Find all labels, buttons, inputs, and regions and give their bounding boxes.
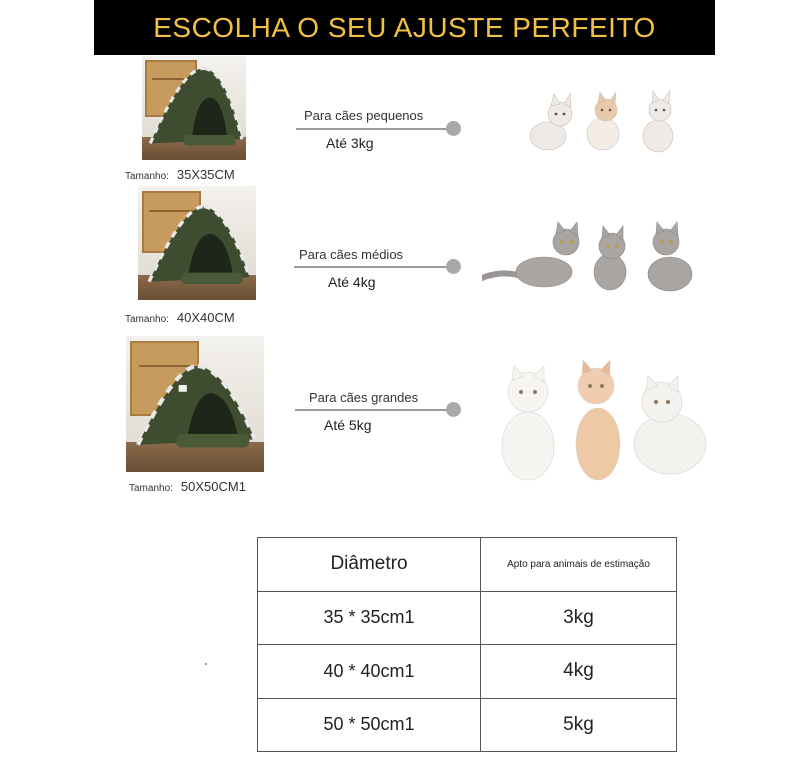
size-label: Tamanho: 35X35CM — [125, 167, 235, 182]
tent-icon — [142, 56, 246, 160]
kittens-image-medium — [482, 220, 712, 300]
tent-photo-medium — [138, 186, 256, 300]
weight-label: Até 5kg — [324, 417, 372, 433]
slider-label: Para cães pequenos — [304, 108, 424, 123]
weight-label: Até 3kg — [326, 135, 374, 151]
table-row — [258, 591, 677, 645]
slider-knob — [446, 121, 461, 136]
tent-icon — [126, 336, 264, 472]
tent-icon — [138, 186, 256, 300]
table-row — [258, 645, 677, 699]
size-label: Tamanho: 40X40CM — [125, 310, 235, 325]
kittens-image-small — [518, 88, 683, 164]
table-header-row — [258, 538, 677, 592]
weight-label: Até 4kg — [328, 274, 376, 290]
size-slider — [294, 266, 453, 268]
table-header: Apto para animais de estimação — [481, 538, 677, 592]
size-label: Tamanho: 50X50CM1 — [129, 479, 246, 494]
size-slider — [295, 409, 453, 411]
table-cell: 3kg — [481, 591, 677, 645]
slider-label: Para cães grandes — [309, 390, 419, 405]
banner-title: ESCOLHA O SEU AJUSTE PERFEITO — [153, 11, 656, 43]
stray-dot — [205, 663, 207, 665]
table-row — [258, 698, 677, 752]
table-cell: 50 * 50cm1 — [258, 698, 481, 752]
table-cell: 5kg — [481, 698, 677, 752]
tent-photo-large — [126, 336, 264, 472]
tent-photo-small — [142, 56, 246, 160]
table-cell: 4kg — [481, 645, 677, 699]
table-cell: 35 * 35cm1 — [258, 591, 481, 645]
size-table — [257, 537, 677, 752]
table-cell: 40 * 40cm1 — [258, 645, 481, 699]
size-slider — [296, 128, 453, 130]
slider-knob — [446, 259, 461, 274]
kittens-image-large — [490, 358, 712, 484]
slider-knob — [446, 402, 461, 417]
slider-label: Para cães médios — [299, 247, 404, 262]
table-header: Diâmetro — [258, 538, 481, 592]
title-banner — [94, 0, 715, 55]
